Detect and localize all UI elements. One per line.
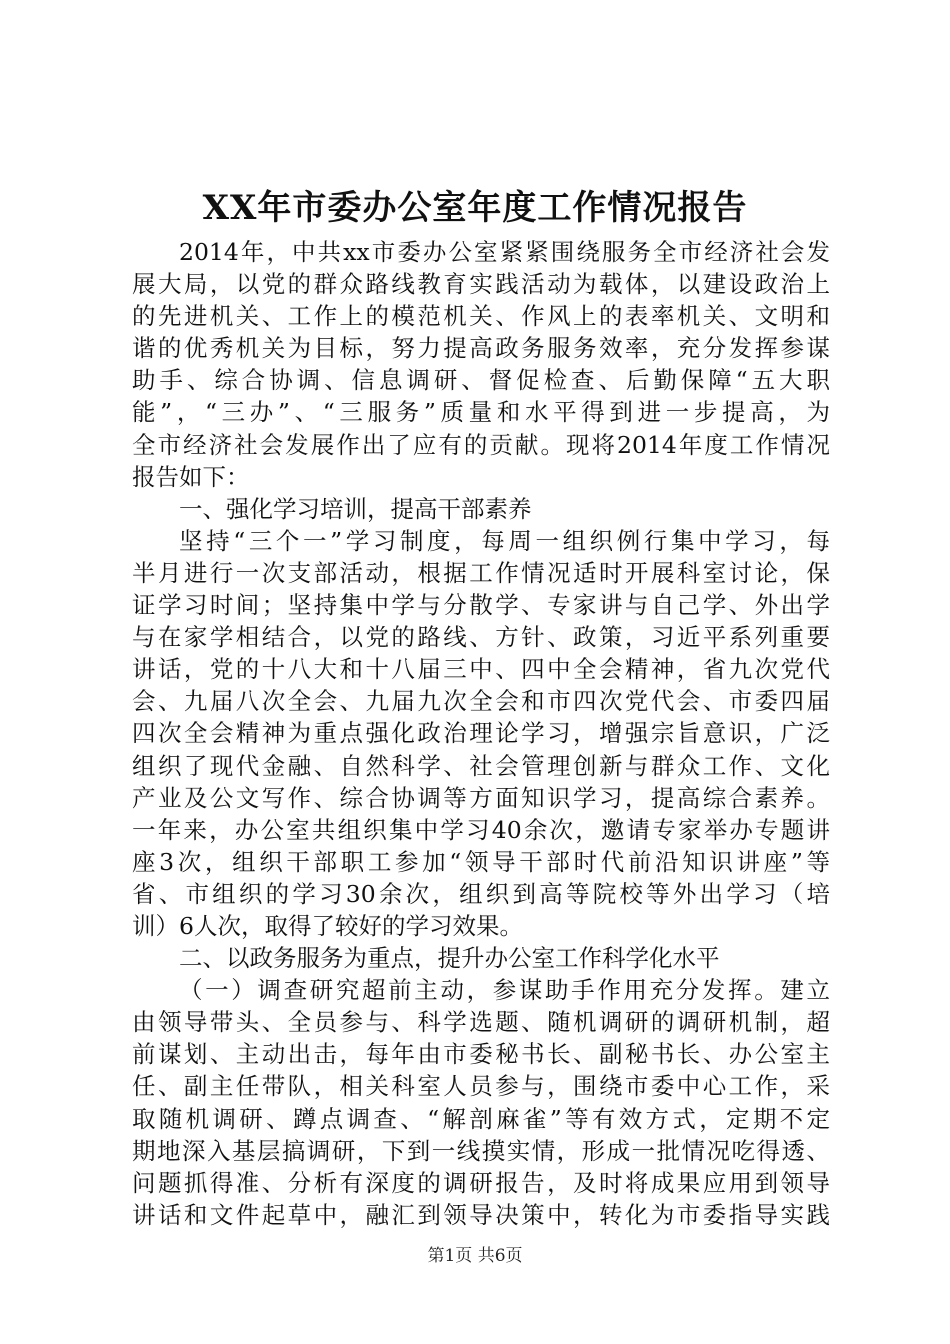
- body-line: 全市经济社会发展作出了应有的贡献。现将2014年度工作情况: [132, 430, 830, 459]
- body-line: 讲话和文件起草中，融汇到领导决策中，转化为市委指导实践: [132, 1200, 830, 1229]
- body-line: 前谋划、主动出击，每年由市委秘书长、副秘书长、办公室主: [132, 1040, 830, 1069]
- body-line: 一年来，办公室共组织集中学习40余次，邀请专家举办专题讲: [132, 815, 830, 844]
- body-line: 助手、综合协调、信息调研、督促检查、后勤保障“五大职: [132, 366, 830, 395]
- body-line: 半月进行一次支部活动，根据工作情况适时开展科室讨论，保: [132, 558, 830, 587]
- body-line: （一）调查研究超前主动，参谋助手作用充分发挥。建立: [179, 976, 830, 1005]
- body-line: 2014年，中共xx市委办公室紧紧围绕服务全市经济社会发: [179, 238, 830, 266]
- document-body: [132, 236, 830, 1231]
- body-line: 展大局，以党的群众路线教育实践活动为载体，以建设政治上: [132, 270, 830, 299]
- body-line: 组织了现代金融、自然科学、社会管理创新与群众工作、文化: [132, 751, 830, 780]
- body-line: 讲话，党的十八大和十八届三中、四中全会精神，省九次党代: [132, 655, 830, 684]
- body-line: 产业及公文写作、综合协调等方面知识学习，提高综合素养。: [132, 783, 830, 812]
- page-number-footer: 第1页 共6页: [427, 1246, 523, 1266]
- body-line: 任、副主任带队，相关科室人员参与，围绕市委中心工作，采: [132, 1072, 830, 1101]
- body-line: 能”，“三办”、“三服务”质量和水平得到进一步提高，为: [132, 398, 830, 427]
- body-line: 由领导带头、全员参与、科学选题、随机调研的调研机制，超: [132, 1008, 830, 1037]
- body-line: 谐的优秀机关为目标，努力提高政务服务效率，充分发挥参谋: [132, 334, 830, 363]
- body-line: 取随机调研、蹲点调查、“解剖麻雀”等有效方式，定期不定: [132, 1104, 830, 1133]
- section-heading: 二、以政务服务为重点，提升办公室工作科学化水平: [179, 944, 720, 973]
- body-line: 报告如下：: [132, 462, 250, 491]
- body-line: 与在家学相结合，以党的路线、方针、政策，习近平系列重要: [132, 623, 830, 652]
- body-line: 证学习时间；坚持集中学与分散学、专家讲与自己学、外出学: [132, 591, 830, 620]
- body-line: 的先进机关、工作上的模范机关、作风上的表率机关、文明和: [132, 302, 830, 331]
- body-line: 四次全会精神为重点强化政治理论学习，增强宗旨意识，广泛: [132, 719, 830, 748]
- body-line: 省、市组织的学习30余次，组织到高等院校等外出学习（培: [132, 879, 830, 908]
- body-line: 坚持“三个一”学习制度，每周一组织例行集中学习，每: [179, 526, 830, 555]
- body-line: 期地深入基层搞调研，下到一线摸实情，形成一批情况吃得透、: [132, 1136, 830, 1165]
- section-heading: 一、强化学习培训，提高干部素养: [179, 494, 532, 523]
- document-title: XX年市委办公室年度工作情况报告: [202, 188, 748, 228]
- body-line: 训）6人次，取得了较好的学习效果。: [132, 911, 523, 940]
- body-line: 座3次，组织干部职工参加“领导干部时代前沿知识讲座”等: [132, 847, 830, 876]
- body-line: 会、九届八次全会、九届九次全会和市四次党代会、市委四届: [132, 687, 830, 716]
- body-line: 问题抓得准、分析有深度的调研报告，及时将成果应用到领导: [132, 1168, 830, 1197]
